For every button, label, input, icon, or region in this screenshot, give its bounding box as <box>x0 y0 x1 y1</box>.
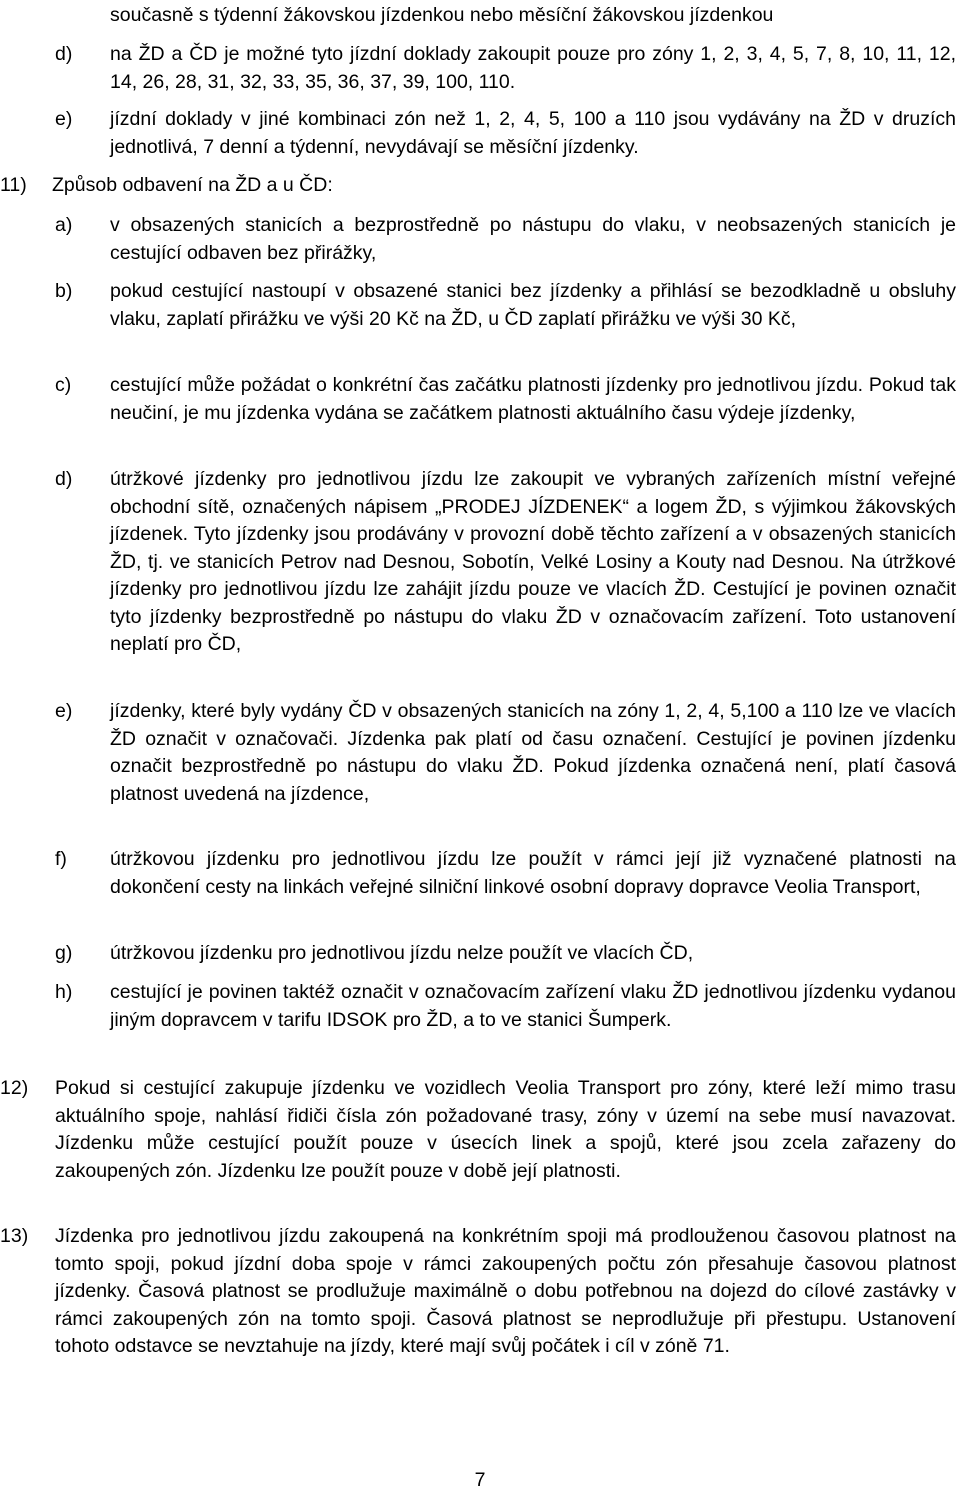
item-text: útržkovou jízdenku pro jednotlivou jízdu nelze použít ve vlacích ČD, <box>110 942 694 964</box>
list-item-11f <box>55 846 956 901</box>
item-text: pokud cestující nastoupí v obsazené stanici bez jízdenky a přihlásí se bezodkladně u obsluhy vlaku, zaplatí přirážku ve výši 20 Kč na ŽD, u ČD zaplatí přirážku ve výši 30 Kč, <box>110 280 956 330</box>
item-text: útržkové jízdenky pro jednotlivou jízdu lze zakoupit ve vybraných zařízeních místní veřejné obchodní sítě, označených nápisem „PRODEJ JÍZDENEK“ a logem ŽD, s výjimkou žákovských jízdenek. Tyto jízdenky jsou prodávány v provozní době těchto zařízení a v obsazených stanicích ŽD, tj. ve stanicích Petrov nad Desnou, Sobotín, Velké Losiny a Kouty nad Desnou. Na útržkové jízdenky pro jednotlivou jízdu lze zahájit jízdu pouze ve vlacích ŽD. Cestující je povinen označit tyto jízdenky bezprostředně po nástupu do vlaku ŽD v označovacím zařízení. Toto ustanovení neplatí pro ČD, <box>110 468 956 655</box>
list-item-11h <box>55 979 956 1034</box>
section-title: Způsob odbavení na ŽD a u ČD: <box>52 174 333 196</box>
item-label: f) <box>55 848 67 870</box>
list-item-11d <box>55 466 956 659</box>
item-text: útržkovou jízdenku pro jednotlivou jízdu lze použít v rámci její již vyznačené platnosti na dokončení cesty na linkách veřejné silniční linkové osobní dopravy dopravce Veolia Transport, <box>110 848 956 898</box>
section-11-heading <box>0 172 956 200</box>
section-number: 11) <box>0 174 27 196</box>
section-number: 13) <box>0 1225 29 1247</box>
item-label: a) <box>55 214 73 236</box>
section-text: Pokud si cestující zakupuje jízdenku ve vozidlech Veolia Transport pro zóny, které leží mimo trasu aktuálního spoje, nahlásí řidiči čísla zón požadované trasy, zóny v území na sebe musí navazovat. Jízdenku může cestující použít pouze v úsecích linek a spojů, které jsou zcela zařazeny do zakoupených zón. Jízdenku lze použít pouze v době její platnosti. <box>55 1077 956 1182</box>
section-12 <box>0 1075 956 1185</box>
page-number: 7 <box>474 1469 486 1491</box>
item-text: na ŽD a ČD je možné tyto jízdní doklady zakoupit pouze pro zóny 1, 2, 3, 4, 5, 7, 8, 10, 11, 12, 14, 26, 28, 31, 32, 33, 35, 36, 37, 39, 100, 110. <box>110 43 956 93</box>
list-item-11b <box>55 278 956 333</box>
item-text: cestující je povinen taktéž označit v označovacím zařízení vlaku ŽD jednotlivou jízdenku vydanou jiným dopravcem v tarifu IDSOK pro ŽD, a to ve stanici Šumperk. <box>110 981 956 1031</box>
list-item-11g <box>55 940 956 968</box>
item-text: jízdenky, které byly vydány ČD v obsazených stanicích na zóny 1, 2, 4, 5,100 a 110 lze ve vlacích ŽD označit v označovači. Jízdenka pak platí od času označení. Cestující je povinen jízdenku označit bezprostředně po nástupu do vlaku ŽD. Pokud jízdenka označená není, platí časová platnost uvedená na jízdence, <box>110 700 956 805</box>
item-text: cestující může požádat o konkrétní čas začátku platnosti jízdenky pro jednotlivou jízdu. Pokud tak neučiní, je mu jízdenka vydána se začátkem platnosti aktuálního času výdeje jízdenky, <box>110 374 956 424</box>
list-item-10d <box>55 41 956 96</box>
item-label: e) <box>55 700 73 722</box>
item-label: b) <box>55 280 73 302</box>
section-number: 12) <box>0 1077 29 1099</box>
list-item-11e <box>55 698 956 808</box>
continuation-text: současně s týdenní žákovskou jízdenkou nebo měsíční žákovskou jízdenkou <box>110 4 774 26</box>
list-item-11c <box>55 372 956 427</box>
item-label: e) <box>55 108 73 130</box>
list-item-10e <box>55 106 956 161</box>
item-label: d) <box>55 43 73 65</box>
section-text: Jízdenka pro jednotlivou jízdu zakoupená na konkrétním spoji má prodlouženou časovou platnost na tomto spoji, pokud jízdní doba spoje v rámci zakoupených počtu zón přesahuje časovou platnost jízdenky. Časová platnost se prodlužuje maximálně o dobu potřebnou na dojezd do cílové zastávky v rámci zakoupených zón na tomto spoji. Časová platnost se neprodlužuje při přestupu. Ustanovení tohoto odstavce se nevztahuje na jízdy, které mají svůj počátek i cíl v zóně 71. <box>55 1225 956 1357</box>
item-label: c) <box>55 374 72 396</box>
item-text: jízdní doklady v jiné kombinaci zón než 1, 2, 4, 5, 100 a 110 jsou vydávány na ŽD v druzích jednotlivá, 7 denní a týdenní, nevydávají se měsíční jízdenky. <box>110 108 956 158</box>
section-13 <box>0 1223 956 1361</box>
item-label: h) <box>55 981 73 1003</box>
item-text: v obsazených stanicích a bezprostředně po nástupu do vlaku, v neobsazených stanicích je cestující odbaven bez přirážky, <box>110 214 956 264</box>
item-label: d) <box>55 468 73 490</box>
list-item-11a <box>55 212 956 267</box>
item-label: g) <box>55 942 73 964</box>
